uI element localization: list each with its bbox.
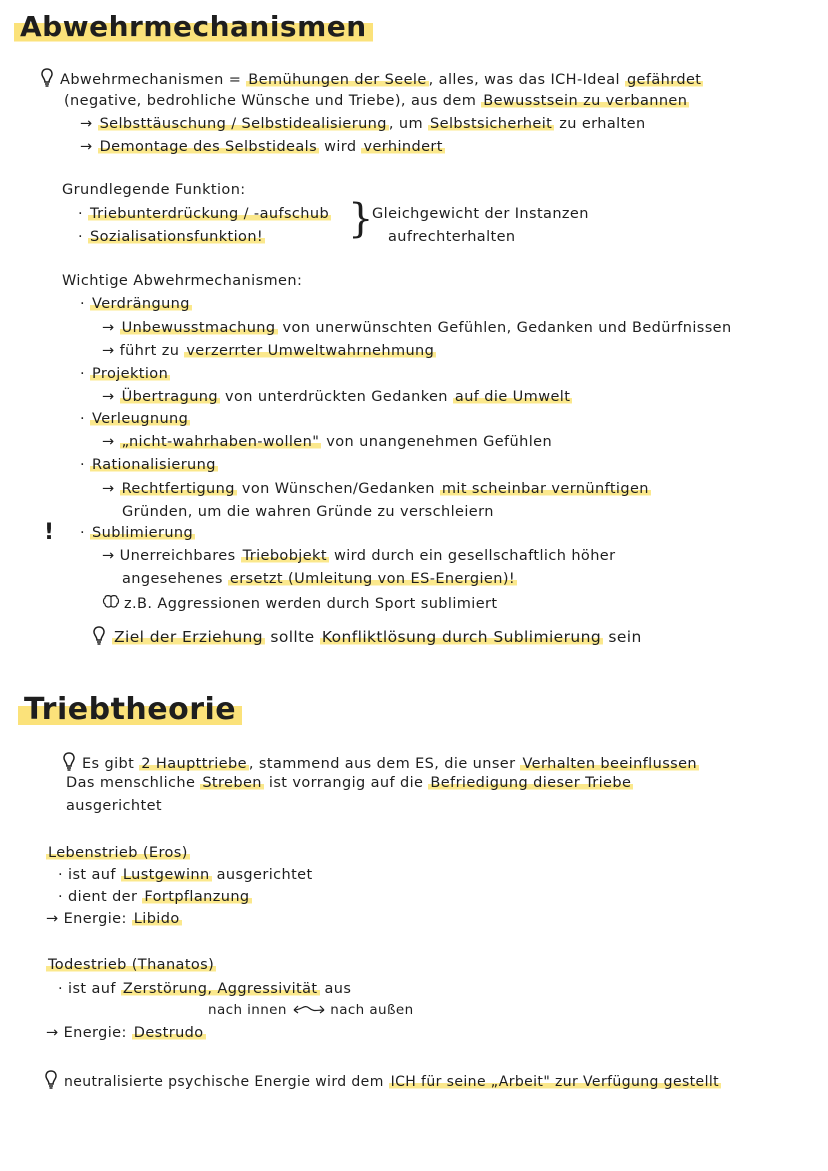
trieb-intro-line3: ausgerichtet [66,798,162,814]
eros-item: · dient der Fortpflanzung [58,889,250,905]
mechanismen-heading: Wichtige Abwehrmechanismen: [62,273,303,289]
mechanism-sublimierung: · Sublimierung [80,525,194,541]
trieb-intro-line1: Es gibt 2 Haupttriebe , stammend aus dem ES, die unser Verhalten beeinflussen [62,752,699,772]
section-title-triebtheorie: Triebtheorie [18,692,242,727]
mechanism-detail: → Unbewusstmachung von unerwünschten Gefühlen, Gedanken und Bedürfnissen [102,320,732,336]
mechanism-detail: → führt zu verzerrter Umweltwahrnehmung [102,343,435,359]
abwehr-intro-line2: (negative, bedrohliche Wünsche und Triebe), aus dem Bewusstsein zu verbannen [64,93,688,109]
thanatos-energy: → Energie: Destrudo [46,1025,204,1041]
eros-item: · ist auf Lustgewinn ausgerichtet [58,867,313,883]
trieb-intro-line2: Das menschliche Streben ist vorrangig auf die Befriedigung dieser Triebe [66,775,632,791]
eros-heading: Lebenstrieb (Eros) [48,845,188,861]
brain-icon [102,594,120,610]
abwehr-intro-line1: Abwehrmechanismen = Bemühungen der Seele , alles, was das ICH-Ideal gefährdet [40,68,703,88]
mechanism-detail: → Rechtfertigung von Wünschen/Gedanken mit scheinbar vernünftigen [102,481,649,497]
funktion-item: · Sozialisationsfunktion! [78,229,264,245]
lightbulb-icon [40,68,54,88]
brace: } [348,196,374,242]
lightbulb-icon [44,1070,58,1090]
thanatos-heading: Todestrieb (Thanatos) [48,957,215,973]
abwehr-intro-line3: → Selbsttäuschung / Selbstidealisierung , um Selbstsicherheit zu erhalten [80,116,646,132]
lightbulb-icon [62,752,76,772]
mechanism-verleugnung: · Verleugnung [80,411,189,427]
abwehr-intro-line4: → Demontage des Selbstideals wird verhindert [80,139,443,155]
example-line: z.B. Aggressionen werden durch Sport sublimiert [102,594,497,612]
funktion-heading: Grundlegende Funktion: [62,182,246,198]
eros-energy: → Energie: Libido [46,911,180,927]
double-arrow-icon [292,1002,326,1014]
exclamation-icon: ! [44,520,55,545]
funktion-item: · Triebunterdrückung / -aufschub [78,206,330,222]
funktion-brace-text: aufrechterhalten [388,229,516,245]
mechanism-verdraengung: · Verdrängung [80,296,190,312]
mechanism-detail: → „nicht-wahrhaben-wollen" von unangenehmen Gefühlen [102,434,553,450]
thanatos-item: · ist auf Zerstörung, Aggressivität aus [58,981,352,997]
mechanism-projektion: · Projektion [80,366,169,382]
mechanism-detail: → Übertragung von unterdrückten Gedanken auf die Umwelt [102,389,571,405]
mechanism-detail: → Unerreichbares Triebobjekt wird durch ein gesellschaftlich höher [102,548,616,564]
funktion-brace-text: Gleichgewicht der Instanzen [372,206,589,222]
mechanism-detail: angesehenes ersetzt (Umleitung von ES-Energien)! [122,571,516,587]
ziel-line: Ziel der Erziehung sollte Konfliktlösung durch Sublimierung sein [92,626,642,646]
footer-line: neutralisierte psychische Energie wird dem ICH für seine „Arbeit" zur Verfügung gestellt [44,1070,721,1090]
mechanism-rationalisierung: · Rationalisierung [80,457,216,473]
section-title-abwehrmechanismen: Abwehrmechanismen [14,10,373,43]
lightbulb-icon [92,626,106,646]
mechanism-detail: Gründen, um die wahren Gründe zu verschleiern [122,504,494,520]
thanatos-directions: nach innen nach außen [208,1002,414,1018]
